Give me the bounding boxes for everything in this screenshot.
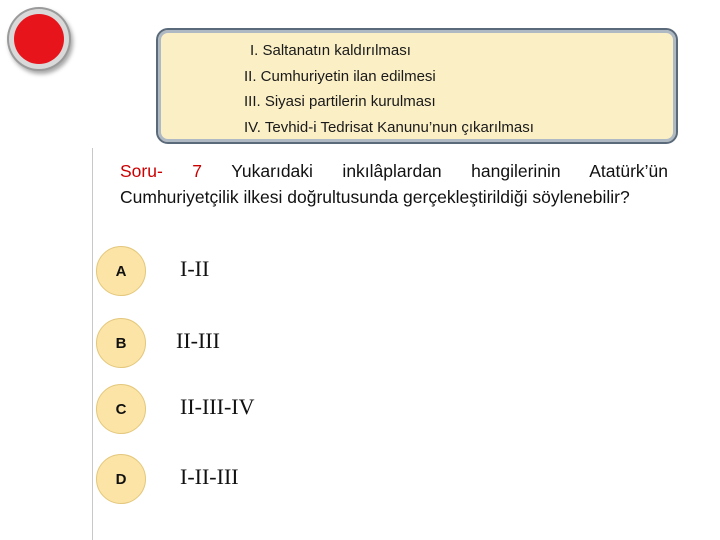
question-text — [120, 158, 668, 210]
statement-1: I. Saltanatın kaldırılması — [250, 42, 411, 59]
statement-3: III. Siyasi partilerin kurulması — [244, 93, 436, 110]
statement-2: II. Cumhuriyetin ilan edilmesi — [244, 68, 436, 85]
option-letter[interactable]: A — [96, 246, 146, 296]
option-text[interactable]: I-II — [180, 256, 210, 281]
option-text[interactable]: II-III-IV — [180, 394, 255, 419]
option-text[interactable]: II-III — [176, 328, 220, 353]
statements-box — [156, 28, 678, 144]
option-b[interactable] — [0, 318, 720, 370]
question-body: Yukarıdaki inkılâplardan hangilerinin Atatürk’ün Cumhuriyetçilik ilkesi doğrultusunda gerçekleştirildiği söylenebilir? — [120, 161, 668, 207]
statement-4: IV. Tevhid-i Tedrisat Kanunu’nun çıkarılması — [244, 119, 534, 136]
option-text[interactable]: I-II-III — [180, 464, 239, 489]
option-a[interactable] — [0, 246, 720, 298]
red-dot-icon — [14, 14, 64, 64]
option-letter[interactable]: D — [96, 454, 146, 504]
option-letter[interactable]: C — [96, 384, 146, 434]
option-c[interactable] — [0, 384, 720, 436]
option-d[interactable] — [0, 454, 720, 506]
question-label: Soru- 7 — [120, 161, 203, 181]
option-letter[interactable]: B — [96, 318, 146, 368]
